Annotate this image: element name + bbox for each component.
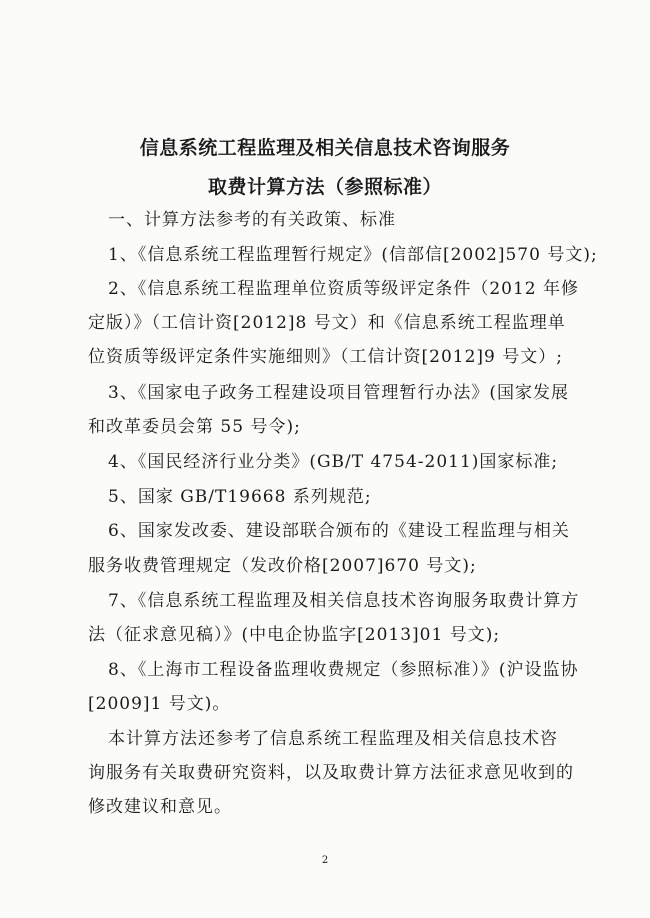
document-title-line-1: 信息系统工程监理及相关信息技术咨询服务 [139,137,511,159]
document-title-line-2: 取费计算方法（参照标准） [207,176,442,198]
closing-paragraph-line-3: 修改建议和意见。 [88,797,232,817]
closing-paragraph-line-2: 询服务有关取费研究资料，以及取费计算方法征求意见收到的 [88,763,574,783]
list-item-7-line-2: 法（征求意见稿）》(中电企协监字[2013]01 号文); [88,625,501,645]
list-item-2-line-1: 2、《信息系统工程监理单位资质等级评定条件（2012 年修 [108,279,579,299]
list-item-6-line-1: 6、国家发改委、建设部联合颁布的《建设工程监理与相关 [108,521,570,541]
list-item-7-line-1: 7、《信息系统工程监理及相关信息技术咨询服务取费计算方 [108,591,580,611]
page-number: 2 [321,855,329,866]
list-item-6-line-2: 服务收费管理规定（发改价格[2007]670 号文); [88,556,477,576]
list-item-1: 1、《信息系统工程监理暂行规定》(信部信[2002]570 号文); [108,245,598,265]
section-heading: 一、计算方法参考的有关政策、标准 [108,210,396,230]
list-item-5: 5、国家 GB/T19668 系列规范; [108,487,372,507]
list-item-8-line-1: 8、《上海市工程设备监理收费规定（参照标准）》(沪设监协 [108,660,579,680]
list-item-8-line-2: [2009]1 号文)。 [88,694,231,714]
list-item-4: 4、《国民经济行业分类》(GB/T 4754-2011)国家标准; [108,452,559,472]
list-item-2-line-3: 位资质等级评定条件实施细则》（工信计资[2012]9 号文）; [88,347,563,367]
list-item-3-line-1: 3、《国家电子政务工程建设项目管理暂行办法》(国家发展 [108,383,569,403]
list-item-2-line-2: 定版）》（工信计资[2012]8 号文）和《信息系统工程监理单 [88,313,566,333]
list-item-3-line-2: 和改革委员会第 55 号令); [88,417,301,437]
closing-paragraph-line-1: 本计算方法还参考了信息系统工程监理及相关信息技术咨 [108,729,558,749]
